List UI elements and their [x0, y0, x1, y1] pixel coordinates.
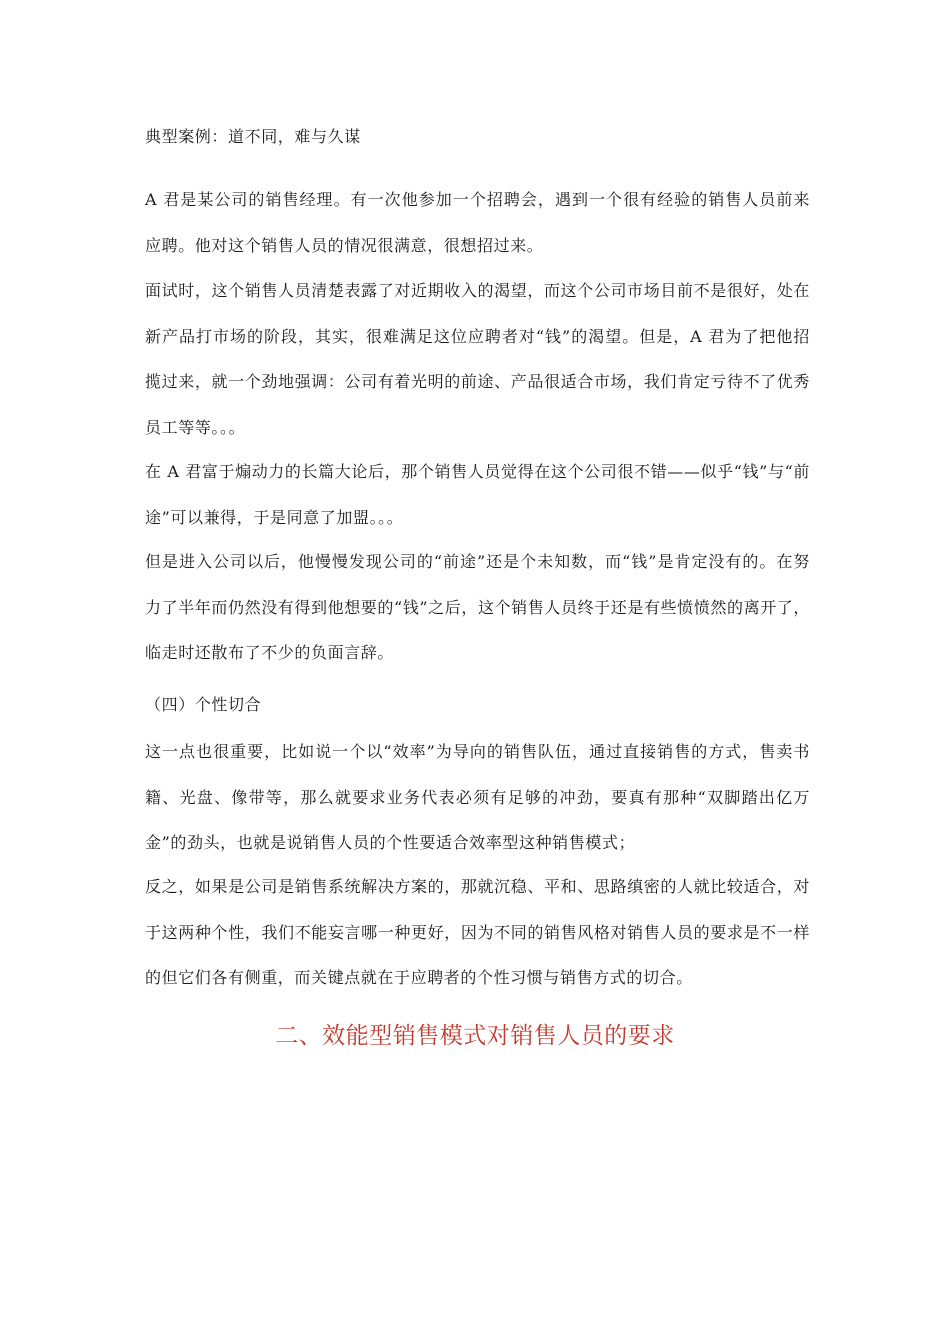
section-heading: 二、效能型销售模式对销售人员的要求: [275, 1023, 675, 1049]
paragraph-5: 这一点也很重要，比如说一个以“效率”为导向的销售队伍，通过直接销售的方式，售卖书籍、光盘、像带等，那么就要求业务代表必须有足够的冲劲，要真有那种“双脚踏出亿万金”的劲头，也就是说销售人员的个性要适合效率型这种销售模式；: [145, 742, 810, 852]
paragraph-1: A 君是某公司的销售经理。有一次他参加一个招聘会，遇到一个很有经验的销售人员前来应聘。他对这个销售人员的情况很满意，很想招过来。: [145, 190, 810, 255]
paragraph-4: 但是进入公司以后，他慢慢发现公司的“前途”还是个未知数，而“钱”是肯定没有的。在努力了半年而仍然没有得到他想要的“钱”之后，这个销售人员终于还是有些愤愤然的离开了，临走时还散布了不少的负面言辞。: [145, 552, 810, 662]
paragraph-6: 反之，如果是公司是销售系统解决方案的，那就沉稳、平和、思路缜密的人就比较适合，对于这两种个性，我们不能妄言哪一种更好，因为不同的销售风格对销售人员的要求是不一样的但它们各有侧重，而关键点就在于应聘者的个性习惯与销售方式的切合。: [145, 877, 810, 987]
case-title: 典型案例：道不同，难与久谋: [145, 127, 361, 146]
paragraph-3: 在 A 君富于煽动力的长篇大论后，那个销售人员觉得在这个公司很不错——似乎“钱”与“前途”可以兼得，于是同意了加盟。。。: [145, 462, 810, 527]
paragraph-2: 面试时，这个销售人员清楚表露了对近期收入的渴望，而这个公司市场目前不是很好，处在新产品打市场的阶段，其实，很难满足这位应聘者对“钱”的渴望。但是，A 君为了把他招揽过来，就一个劲地强调：公司有着光明的前途、产品很适合市场，我们肯定亏待不了优秀员工等等。。。: [145, 281, 810, 437]
section-4-title: （四）个性切合: [145, 695, 262, 714]
